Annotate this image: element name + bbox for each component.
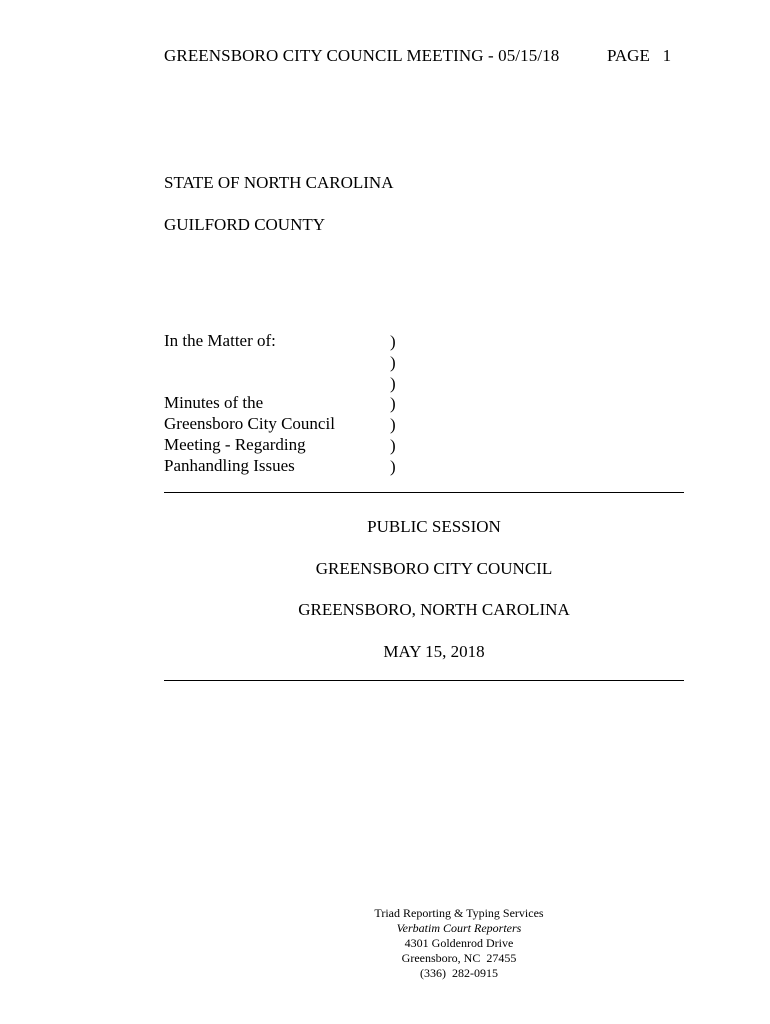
reporter-tagline: Verbatim Court Reporters: [396, 921, 522, 935]
state-heading: STATE OF NORTH CAROLINA: [164, 173, 394, 192]
county-heading: GUILFORD COUNTY: [164, 215, 326, 234]
caption-paren: ): [390, 435, 396, 455]
caption-paren: ): [390, 456, 396, 476]
header-title: GREENSBORO CITY COUNCIL MEETING - 05/15/18: [164, 46, 560, 65]
matter-description-line: Panhandling Issues: [164, 456, 295, 475]
divider-top: [164, 492, 684, 493]
caption-paren: ): [390, 373, 396, 393]
caption-paren: ): [390, 352, 396, 372]
session-body: GREENSBORO CITY COUNCIL: [315, 559, 553, 578]
reporter-phone: (336) 282-0915: [420, 966, 498, 980]
matter-description: [164, 392, 374, 476]
session-location: GREENSBORO, NORTH CAROLINA: [298, 600, 570, 619]
session-type: PUBLIC SESSION: [367, 517, 501, 536]
reporter-footer: [359, 906, 559, 981]
caption-paren: ): [390, 332, 396, 351]
session-date: MAY 15, 2018: [383, 642, 485, 661]
reporter-company: Triad Reporting & Typing Services: [374, 906, 544, 920]
caption-paren: ): [390, 415, 396, 435]
matter-label: In the Matter of:: [164, 331, 276, 350]
divider-bottom: [164, 680, 684, 681]
header-page-number: PAGE 1: [607, 46, 672, 65]
matter-description-line: Greensboro City Council: [164, 414, 335, 433]
caption-paren: ): [390, 394, 396, 414]
matter-description-line: Meeting - Regarding: [164, 435, 306, 454]
reporter-street: 4301 Goldenrod Drive: [404, 936, 514, 950]
caption-paren-column: [390, 332, 396, 478]
matter-description-line: Minutes of the: [164, 393, 264, 412]
reporter-city: Greensboro, NC 27455: [401, 951, 517, 965]
